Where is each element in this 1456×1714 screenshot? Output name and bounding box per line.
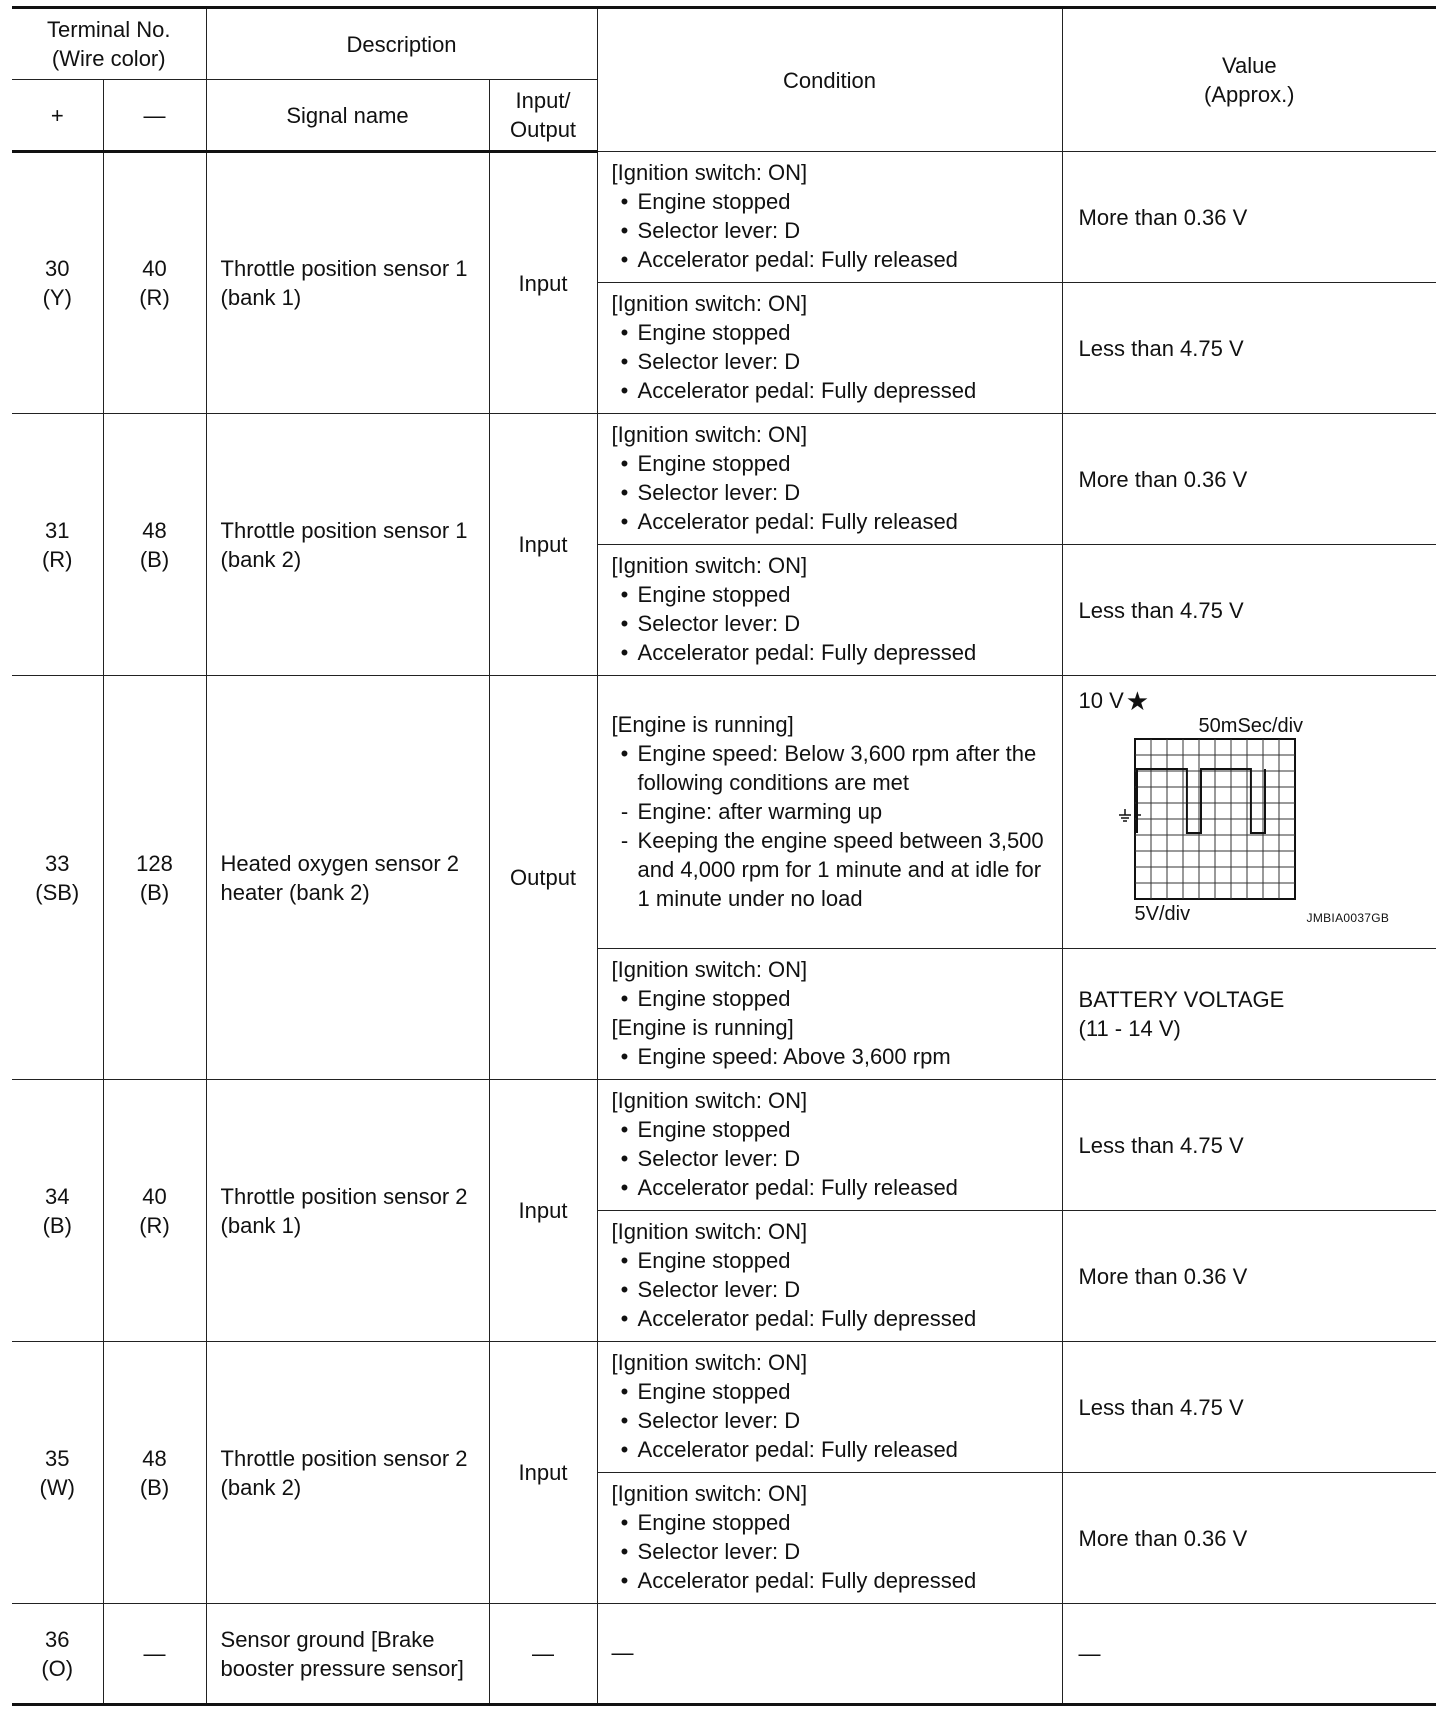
terminal-minus-cell: 128 (B)	[103, 676, 206, 1080]
condition-item: • Selector lever: D	[620, 1408, 801, 1433]
io-cell: Input	[489, 414, 597, 676]
condition-item: • Engine stopped	[620, 1510, 791, 1535]
signal-name-cell: Throttle position sensor 2 (bank 1)	[206, 1080, 489, 1342]
condition-item: • Accelerator pedal: Fully released	[620, 1437, 958, 1462]
value-cell: BATTERY VOLTAGE (11 - 14 V)	[1062, 949, 1436, 1080]
condition-item: • Selector lever: D	[620, 1146, 801, 1171]
condition-item: • Accelerator pedal: Fully released	[620, 509, 958, 534]
header-minus: —	[103, 80, 206, 152]
condition-item: • Selector lever: D	[620, 1539, 801, 1564]
star-icon: ★	[1125, 685, 1150, 716]
waveform-trace	[1137, 769, 1265, 833]
value-cell: Less than 4.75 V	[1062, 1080, 1436, 1211]
condition-item: • Engine stopped	[620, 1379, 791, 1404]
condition-item: • Engine stopped	[620, 582, 791, 607]
condition-item: • Engine stopped	[620, 1117, 791, 1142]
value-cell: Less than 4.75 V	[1062, 545, 1436, 676]
terminal-minus-cell: —	[103, 1604, 206, 1705]
terminal-minus-cell: 40 (R)	[103, 1080, 206, 1342]
time-division-label: 50mSec/div	[1198, 715, 1304, 737]
condition-item: • Selector lever: D	[620, 349, 801, 374]
header-value: Value (Approx.)	[1062, 8, 1436, 152]
condition-item: - Keeping the engine speed between 3,500 and 4,000 rpm for 1 minute and at idle for 1 minute under no load	[620, 827, 1044, 911]
condition-cell: [Ignition switch: ON] • Engine stopped • Selector lever: D • Accelerator pedal: Fully depressed	[597, 545, 1062, 676]
condition-item: • Engine stopped	[620, 189, 791, 214]
waveform-value-cell	[1062, 676, 1436, 949]
condition-item: • Engine stopped	[620, 320, 791, 345]
header-signal-name: Signal name	[206, 80, 489, 152]
condition-item: • Accelerator pedal: Fully released	[620, 247, 958, 272]
header-terminal-no: Terminal No. (Wire color)	[12, 8, 206, 80]
io-cell: Input	[489, 1342, 597, 1604]
value-cell: Less than 4.75 V	[1062, 1342, 1436, 1473]
io-cell: —	[489, 1604, 597, 1705]
value-cell: More than 0.36 V	[1062, 1473, 1436, 1604]
condition-cell: [Ignition switch: ON] • Engine stopped • Selector lever: D • Accelerator pedal: Fully released	[597, 1080, 1062, 1211]
ecm-terminal-table	[12, 6, 1436, 1706]
condition-item: • Selector lever: D	[620, 480, 801, 505]
terminal-plus-cell: 30 (Y)	[12, 152, 103, 414]
condition-cell: [Ignition switch: ON] • Engine stopped • Selector lever: D • Accelerator pedal: Fully released	[597, 1342, 1062, 1473]
value-cell: Less than 4.75 V	[1062, 283, 1436, 414]
signal-name-cell: Throttle position sensor 1 (bank 2)	[206, 414, 489, 676]
condition-cell: [Engine is running] • Engine speed: Below 3,600 rpm after the following conditions are met - Engine: after warming up - Keeping the engine speed between 3,500 and 4,000 rpm for 1 minute and at idle for 1 minute under no load	[597, 676, 1062, 949]
terminal-minus-cell: 48 (B)	[103, 1342, 206, 1604]
io-cell: Input	[489, 1080, 597, 1342]
condition-item: • Accelerator pedal: Fully depressed	[620, 378, 977, 403]
condition-item: • Accelerator pedal: Fully depressed	[620, 1568, 977, 1593]
condition-item: • Engine stopped	[620, 986, 791, 1011]
waveform-value: 10 V ★	[1078, 685, 1150, 716]
terminal-plus-cell: 33 (SB)	[12, 676, 103, 1080]
condition-item: • Accelerator pedal: Fully released	[620, 1175, 958, 1200]
condition-item: • Engine speed: Below 3,600 rpm after the following conditions are met	[620, 740, 1037, 795]
header-condition: Condition	[597, 8, 1062, 152]
voltage-division-label: 5V/div	[1134, 903, 1191, 925]
condition-item: • Accelerator pedal: Fully depressed	[620, 640, 977, 665]
signal-name-cell: Sensor ground [Brake booster pressure sensor]	[206, 1604, 489, 1705]
header-plus: +	[12, 80, 103, 152]
condition-cell: [Ignition switch: ON] • Engine stopped • Selector lever: D • Accelerator pedal: Fully depressed	[597, 1473, 1062, 1604]
terminal-plus-cell: 34 (B)	[12, 1080, 103, 1342]
condition-item: • Selector lever: D	[620, 611, 801, 636]
condition-item: • Selector lever: D	[620, 218, 801, 243]
condition-item: • Engine stopped	[620, 1248, 791, 1273]
signal-name-cell: Throttle position sensor 1 (bank 1)	[206, 152, 489, 414]
condition-item: • Accelerator pedal: Fully depressed	[620, 1306, 977, 1331]
signal-name-cell: Heated oxygen sensor 2 heater (bank 2)	[206, 676, 489, 1080]
oscilloscope-waveform	[1079, 715, 1429, 929]
condition-cell: [Ignition switch: ON] • Engine stopped • Selector lever: D • Accelerator pedal: Fully depressed	[597, 283, 1062, 414]
condition-item: • Engine stopped	[620, 451, 791, 476]
condition-item: • Selector lever: D	[620, 1277, 801, 1302]
value-cell: More than 0.36 V	[1062, 1211, 1436, 1342]
terminal-minus-cell: 40 (R)	[103, 152, 206, 414]
oscilloscope-figure	[1079, 715, 1427, 929]
terminal-minus-cell: 48 (B)	[103, 414, 206, 676]
value-cell: More than 0.36 V	[1062, 152, 1436, 283]
terminal-plus-cell: 31 (R)	[12, 414, 103, 676]
condition-cell: [Ignition switch: ON] • Engine stopped • Selector lever: D • Accelerator pedal: Fully depressed	[597, 1211, 1062, 1342]
terminal-plus-cell: 35 (W)	[12, 1342, 103, 1604]
condition-item: - Engine: after warming up	[620, 798, 883, 824]
condition-cell: [Ignition switch: ON] • Engine stopped • Selector lever: D • Accelerator pedal: Fully released	[597, 414, 1062, 545]
figure-id: JMBIA0037GB	[1306, 911, 1390, 925]
io-cell: Output	[489, 676, 597, 1080]
condition-cell: [Ignition switch: ON] • Engine stopped • Selector lever: D • Accelerator pedal: Fully released	[597, 152, 1062, 283]
header-input-output: Input/ Output	[489, 80, 597, 152]
terminal-plus-cell: 36 (O)	[12, 1604, 103, 1705]
header-description: Description	[206, 8, 597, 80]
value-cell: More than 0.36 V	[1062, 414, 1436, 545]
condition-item: • Engine speed: Above 3,600 rpm	[620, 1044, 951, 1069]
condition-cell: [Ignition switch: ON] • Engine stopped [Engine is running] • Engine speed: Above 3,600 rpm	[597, 949, 1062, 1080]
value-cell: —	[1062, 1604, 1436, 1705]
signal-name-cell: Throttle position sensor 2 (bank 2)	[206, 1342, 489, 1604]
terminal-table-sheet	[12, 6, 1436, 1706]
condition-cell: —	[597, 1604, 1062, 1705]
io-cell: Input	[489, 152, 597, 414]
